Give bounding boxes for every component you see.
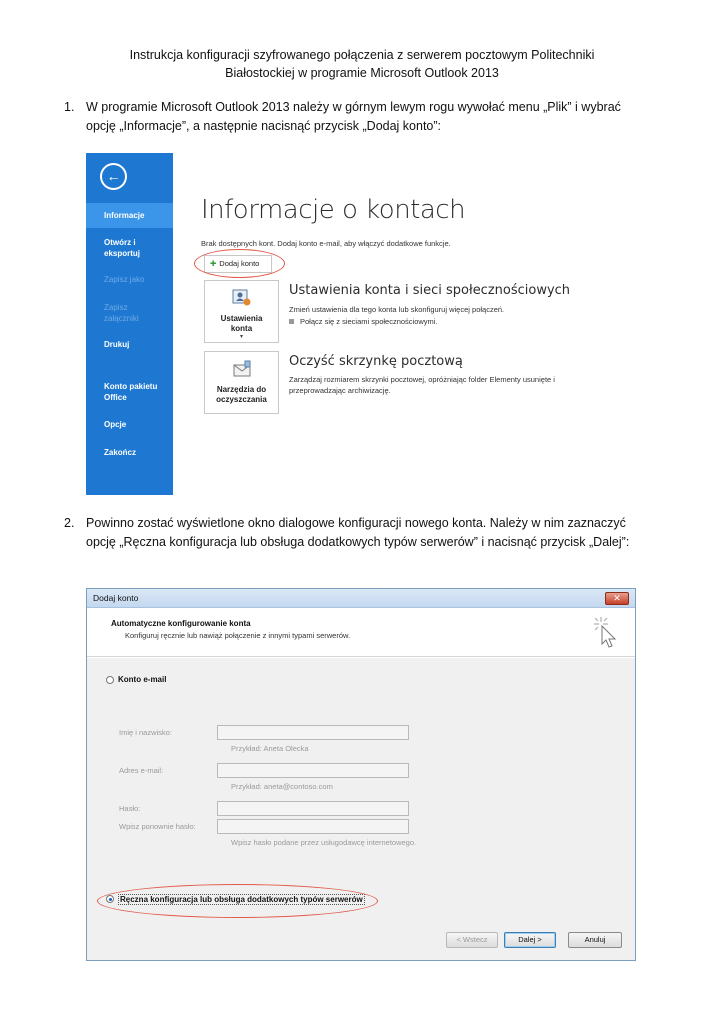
bullet-square-icon	[289, 319, 294, 324]
dialog-title: Dodaj konto	[93, 593, 139, 603]
sidebar-item-save-as: Zapisz jako	[104, 275, 145, 284]
account-settings-icon	[232, 289, 252, 307]
social-networks-link[interactable]: Połącz się z sieciami społecznościowymi.	[300, 317, 438, 326]
dialog-header-title: Automatyczne konfigurowanie konta	[111, 619, 251, 628]
password-label: Hasło:	[119, 804, 141, 813]
cleanup-tile-label: Narzędzia do oczyszczania	[216, 385, 267, 404]
account-settings-bullet	[289, 317, 599, 328]
add-account-label: Dodaj konto	[219, 259, 260, 268]
back-button: < Wstecz	[446, 932, 498, 948]
no-accounts-note: Brak dostępnych kont. Dodaj konto e-mail, aby włączyć dodatkowe funkcje.	[201, 239, 451, 248]
sidebar-item-exit[interactable]: Zakończ	[104, 448, 137, 457]
title-line-1: Instrukcja konfiguracji szyfrowanego połączenia z serwerem pocztowym Politechniki	[129, 48, 595, 62]
step-number: 1.	[64, 100, 75, 114]
chevron-down-icon: ▾	[239, 334, 243, 340]
step-1	[64, 98, 646, 135]
plus-icon: ✚	[210, 259, 217, 268]
account-settings-desc: Zmień ustawienia dla tego konta lub skonfiguruj więcej połączeń.	[289, 305, 505, 314]
cleanup-desc: Zarządzaj rozmiarem skrzynki pocztowej, opróżniając folder Elementy usunięte i przeprowadzając archiwizację.	[289, 375, 555, 395]
highlight-ellipse	[194, 249, 285, 278]
step-text: Powinno zostać wyświetlone okno dialogowe konfiguracji nowego konta. Należy w nim zaznaczyć opcję „Ręczna konfiguracja lub obsługa dodatkowych typów serwerów” i nacisnąć przycisk „Dalej”:	[86, 516, 630, 549]
step-2	[64, 514, 646, 551]
outlook-backstage-screenshot	[86, 153, 644, 495]
sidebar-item-options[interactable]: Opcje	[104, 420, 127, 429]
step-number: 2.	[64, 516, 75, 530]
cancel-button[interactable]: Anuluj	[568, 932, 622, 948]
email-account-label[interactable]: Konto e-mail	[118, 675, 167, 684]
sidebar-item-save-attachments: Zapisz załączniki	[104, 303, 139, 323]
dialog-header-subtitle: Konfiguruj ręcznie lub nawiąż połączenie z innymi typami serwerów.	[125, 631, 351, 640]
mailbox-cleanup-icon	[232, 360, 252, 378]
sidebar-item-office-account[interactable]: Konto pakietu Office	[104, 382, 158, 402]
next-button[interactable]: Dalej >	[504, 932, 556, 948]
sidebar-item-open-export[interactable]: Otwórz i eksportuj	[104, 238, 141, 258]
back-arrow-icon[interactable]: ←	[100, 163, 127, 190]
step-text: W programie Microsoft Outlook 2013 należy w górnym lewym rogu wywołać menu „Plik” i wybrać opcję „Informacje”, a następnie nacisnąć przycisk „Dodaj konto”:	[86, 100, 621, 133]
account-settings-title: Ustawienia konta i sieci społecznościowych	[289, 283, 571, 298]
account-settings-tile-label: Ustawienia konta	[220, 314, 263, 333]
email-field	[217, 763, 409, 778]
wizard-cursor-icon	[591, 615, 621, 649]
name-hint: Przykład: Aneta Olecka	[231, 744, 309, 753]
manual-config-label[interactable]: Ręczna konfiguracja lub obsługa dodatkowych typów serwerów	[120, 895, 363, 904]
cleanup-title: Oczyść skrzynkę pocztową	[289, 354, 463, 369]
title-line-2: Białostockiej w programie Microsoft Outlook 2013	[225, 66, 499, 80]
password-field	[217, 801, 409, 816]
password-repeat-field	[217, 819, 409, 834]
add-account-dialog-screenshot	[86, 588, 636, 961]
page-title: Informacje o kontach	[201, 195, 466, 225]
dialog-header	[87, 609, 635, 657]
email-account-radio[interactable]	[106, 676, 114, 684]
password-repeat-label: Wpisz ponownie hasło:	[119, 822, 196, 831]
document-title	[60, 46, 664, 82]
close-icon[interactable]: ✕	[605, 592, 629, 605]
sidebar-item-print[interactable]: Drukuj	[104, 340, 130, 349]
backstage-sidebar	[86, 153, 173, 495]
email-label: Adres e-mail:	[119, 766, 164, 775]
account-settings-button[interactable]	[204, 280, 279, 343]
name-label: Imię i nazwisko:	[119, 728, 172, 737]
name-field	[217, 725, 409, 740]
email-hint: Przykład: aneta@contoso.com	[231, 782, 333, 791]
sidebar-item-info[interactable]: Informacje	[86, 203, 173, 228]
cleanup-tools-button[interactable]	[204, 351, 279, 414]
highlight-ellipse	[97, 884, 378, 918]
password-hint: Wpisz hasło podane przez usługodawcę internetowego.	[231, 838, 417, 847]
dialog-titlebar	[87, 589, 635, 608]
